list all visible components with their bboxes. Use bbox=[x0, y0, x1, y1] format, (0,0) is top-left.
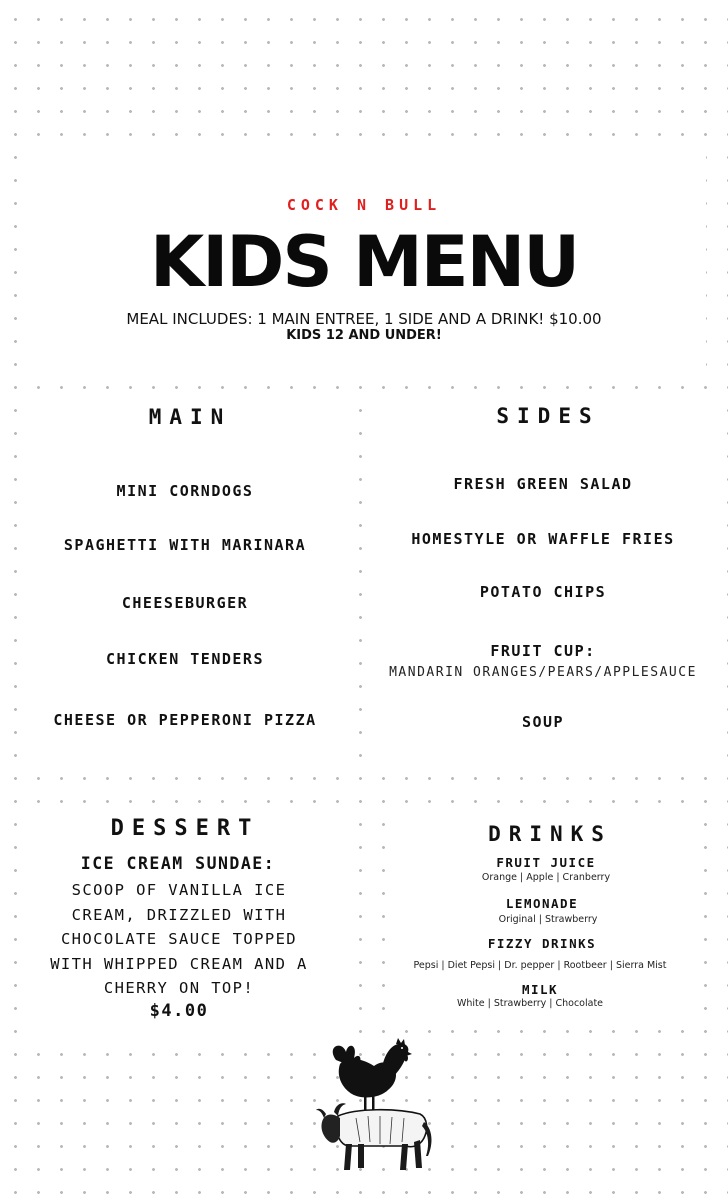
main-item: CHEESE OR PEPPERONI PIZZA bbox=[53, 711, 317, 729]
meal-includes-text: MEAL INCLUDES: 1 MAIN ENTREE, 1 SIDE AND A DRINK! $10.00 bbox=[126, 310, 602, 328]
main-item: SPAGHETTI WITH MARINARA bbox=[63, 536, 307, 554]
sides-item: POTATO CHIPS bbox=[479, 583, 607, 601]
main-heading: MAIN bbox=[148, 405, 232, 429]
dessert-heading: DESSERT bbox=[110, 816, 260, 841]
dessert-description-line: SCOOP OF VANILLA ICE bbox=[71, 881, 287, 899]
main-item: CHICKEN TENDERS bbox=[106, 650, 264, 668]
dessert-description-line: WITH WHIPPED CREAM AND A bbox=[50, 954, 308, 973]
drink-options: White | Strawberry | Chocolate bbox=[456, 998, 604, 1009]
sides-heading: SIDES bbox=[496, 404, 600, 428]
fruit-cup-options: MANDARIN ORANGES/PEARS/APPLESAUCE bbox=[389, 665, 697, 680]
drink-name: FRUIT JUICE bbox=[496, 855, 596, 870]
age-note: KIDS 12 AND UNDER! bbox=[286, 328, 442, 343]
dessert-price: $4.00 bbox=[149, 1001, 209, 1021]
sides-item: SOUP bbox=[521, 713, 565, 731]
sides-item: FRESH GREEN SALAD bbox=[453, 475, 633, 493]
dessert-description-line: CREAM, DRIZZLED WITH bbox=[71, 905, 287, 924]
main-item: CHEESEBURGER bbox=[121, 594, 249, 612]
drink-name: LEMONADE bbox=[505, 896, 579, 911]
main-item: MINI CORNDOGS bbox=[116, 482, 254, 500]
sides-item: HOMESTYLE OR WAFFLE FRIES bbox=[411, 530, 675, 548]
dessert-description-line: CHOCOLATE SAUCE TOPPED bbox=[60, 930, 298, 948]
drink-name: FIZZY DRINKS bbox=[487, 936, 597, 951]
dessert-description-line: CHERRY ON TOP! bbox=[103, 979, 255, 997]
drink-options: Orange | Apple | Cranberry bbox=[481, 872, 611, 883]
rooster-on-bull-icon bbox=[316, 1038, 436, 1178]
drinks-heading: DRINKS bbox=[488, 822, 612, 846]
page-title: KIDS MENU bbox=[149, 221, 579, 303]
dessert-name: ICE CREAM SUNDAE: bbox=[80, 854, 276, 873]
dessert-description bbox=[28, 878, 330, 1001]
drink-name: MILK bbox=[521, 982, 559, 997]
drink-options: Original | Strawberry bbox=[498, 914, 598, 925]
sides-item: FRUIT CUP: bbox=[490, 642, 596, 660]
drink-options: Pepsi | Diet Pepsi | Dr. pepper | Rootbeer | Sierra Mist bbox=[413, 960, 667, 971]
brand-name: COCK N BULL bbox=[286, 196, 442, 214]
